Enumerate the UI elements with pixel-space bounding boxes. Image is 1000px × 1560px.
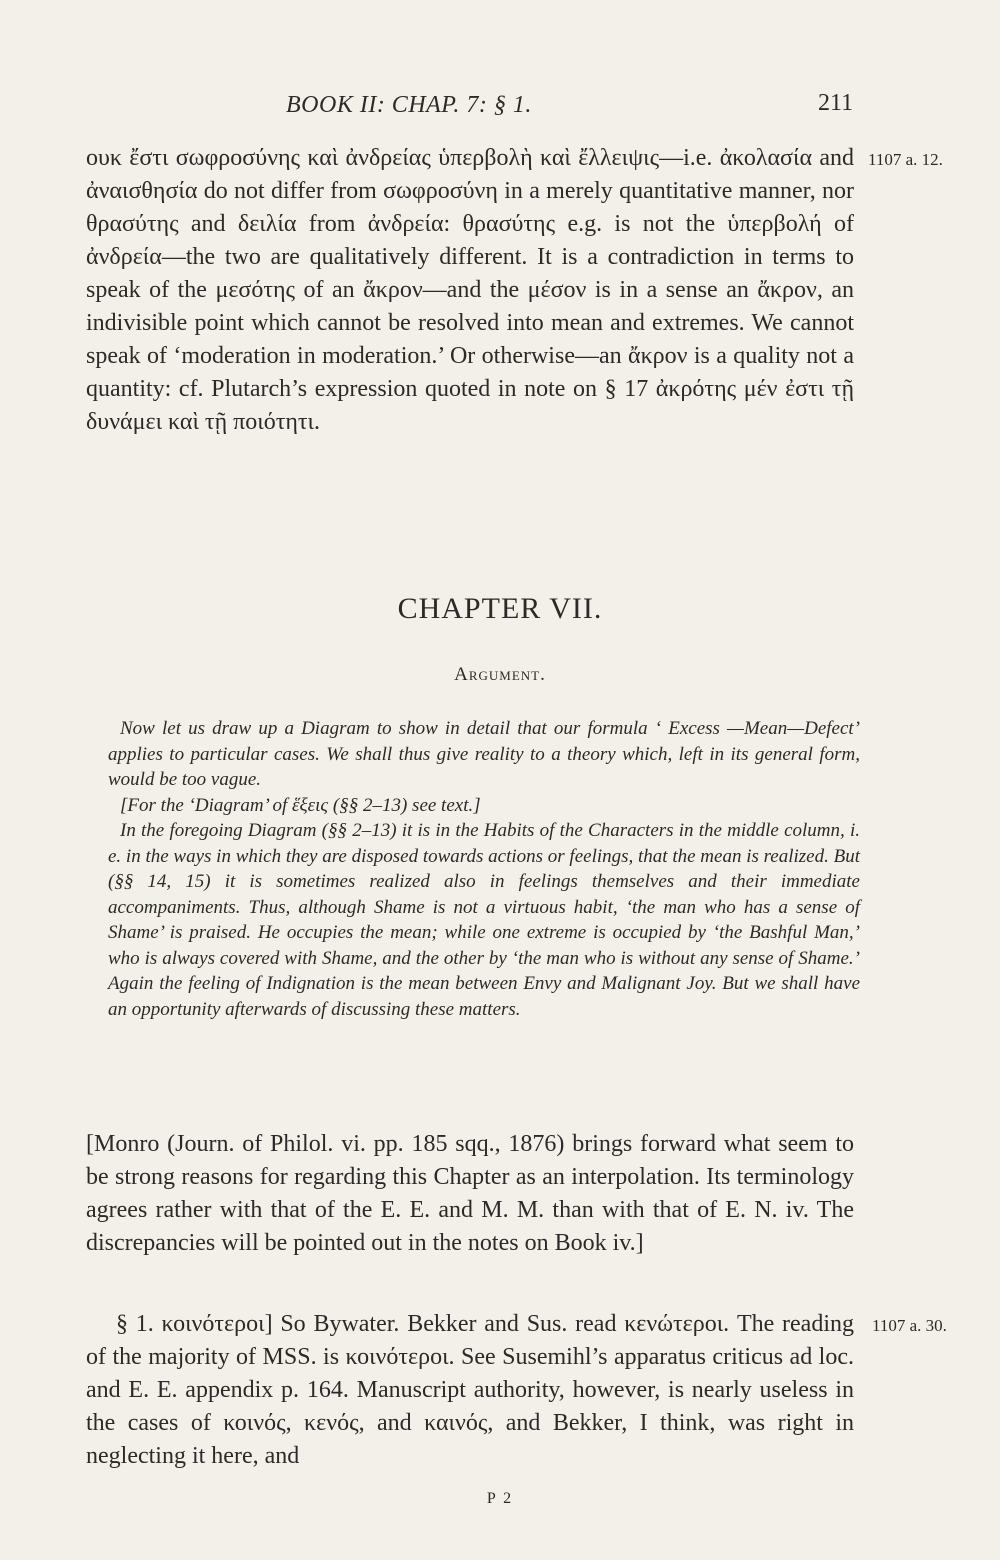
signature-mark: P 2 xyxy=(486,1490,514,1507)
argument-heading: Argument. xyxy=(454,664,546,685)
intro-text: ουκ ἔστι σωφροσύνης καὶ ἀνδρείας ὑπερβολὴ καὶ ἔλλειψις—i.e. ἀκολασία and ἀναισθησία do not differ from σωφροσύνη in a merely quantitative manner, nor θρασύτης and δειλία from ἀνδρεία: θρασύτης e.g. is not the ὑπερβολή of ἀνδρεία—the two are qualitatively different. It is a contradiction in terms to speak of the μεσότης of an ἄκρον—and the μέσον is in a sense an ἄκρον, an indivisible point which cannot be resolved into mean and extremes. We cannot speak of ‘moderation in moderation.’ Or otherwise—an ἄκρον is a quality not a quantity: cf. Plutarch’s expression quoted in note on § 17 ἀκρότης μέν ἐστι τῇ δυνάμει καὶ τῇ ποιότητι. xyxy=(86,145,854,435)
running-head: BOOK II: CHAP. 7: § 1. xyxy=(286,92,532,118)
section-1-note-text: § 1. κοινότεροι] So Bywater. Bekker and Sus. read κενώτεροι. The reading of the majority of MSS. is κοινότεροι. See Susemihl’s apparatus criticus ad loc. and E. E. appendix p. 164. Manuscript authority, however, is nearly useless in the cases of κοινός, κενός, and καινός, and Bekker, I think, was right in neglecting it here, and xyxy=(86,1311,854,1469)
monro-note-text: [Monro (Journ. of Philol. vi. pp. 185 sqq., 1876) brings forward what seem to be strong reasons for regarding this Chapter as an interpolation. Its terminology agrees rather with that of the E. E. and M. M. than with that of E. N. iv. The discrepancies will be pointed out in the notes on Book iv.] xyxy=(86,1131,854,1256)
argument-paragraph-2: [For the ‘Diagram’ of ἕξεις (§§ 2–13) see text.] xyxy=(120,794,481,816)
intro-paragraph xyxy=(86,142,854,439)
page-number: 211 xyxy=(818,90,854,116)
argument-paragraph-1: Now let us draw up a Diagram to show in detail that our formula ‘ Excess —Mean—Defect’ applies to particular cases. We shall thus give reality to a theory which, left in its general form, would be too vague. xyxy=(108,718,860,790)
argument-paragraph-3: In the foregoing Diagram (§§ 2–13) it is in the Habits of the Characters in the middle column, i. e. in the ways in which they are disposed towards actions or feelings, that the mean is realized. But (§§ 14, 15) it is sometimes realized also in feelings themselves and their immediate accompaniments. Thus, although Shame is not a virtuous habit, ‘the man who has a sense of Shame’ is praised. He occupies the mean; while one extreme is occupied by ‘the Bashful Man,’ who is always covered with Shame, and the other by ‘the man who is without any sense of Shame.’ Again the feeling of Indignation is the mean between Envy and Malignant Joy. But we shall have an opportunity afterwards of discussing these matters. xyxy=(108,820,861,1020)
monro-note xyxy=(86,1128,854,1260)
chapter-title: CHAPTER VII. xyxy=(397,592,603,625)
margin-ref-1: 1107 a. 12. xyxy=(868,150,943,169)
argument-block xyxy=(108,716,860,1022)
margin-ref-2: 1107 a. 30. xyxy=(872,1316,947,1335)
section-1-note xyxy=(86,1308,854,1473)
